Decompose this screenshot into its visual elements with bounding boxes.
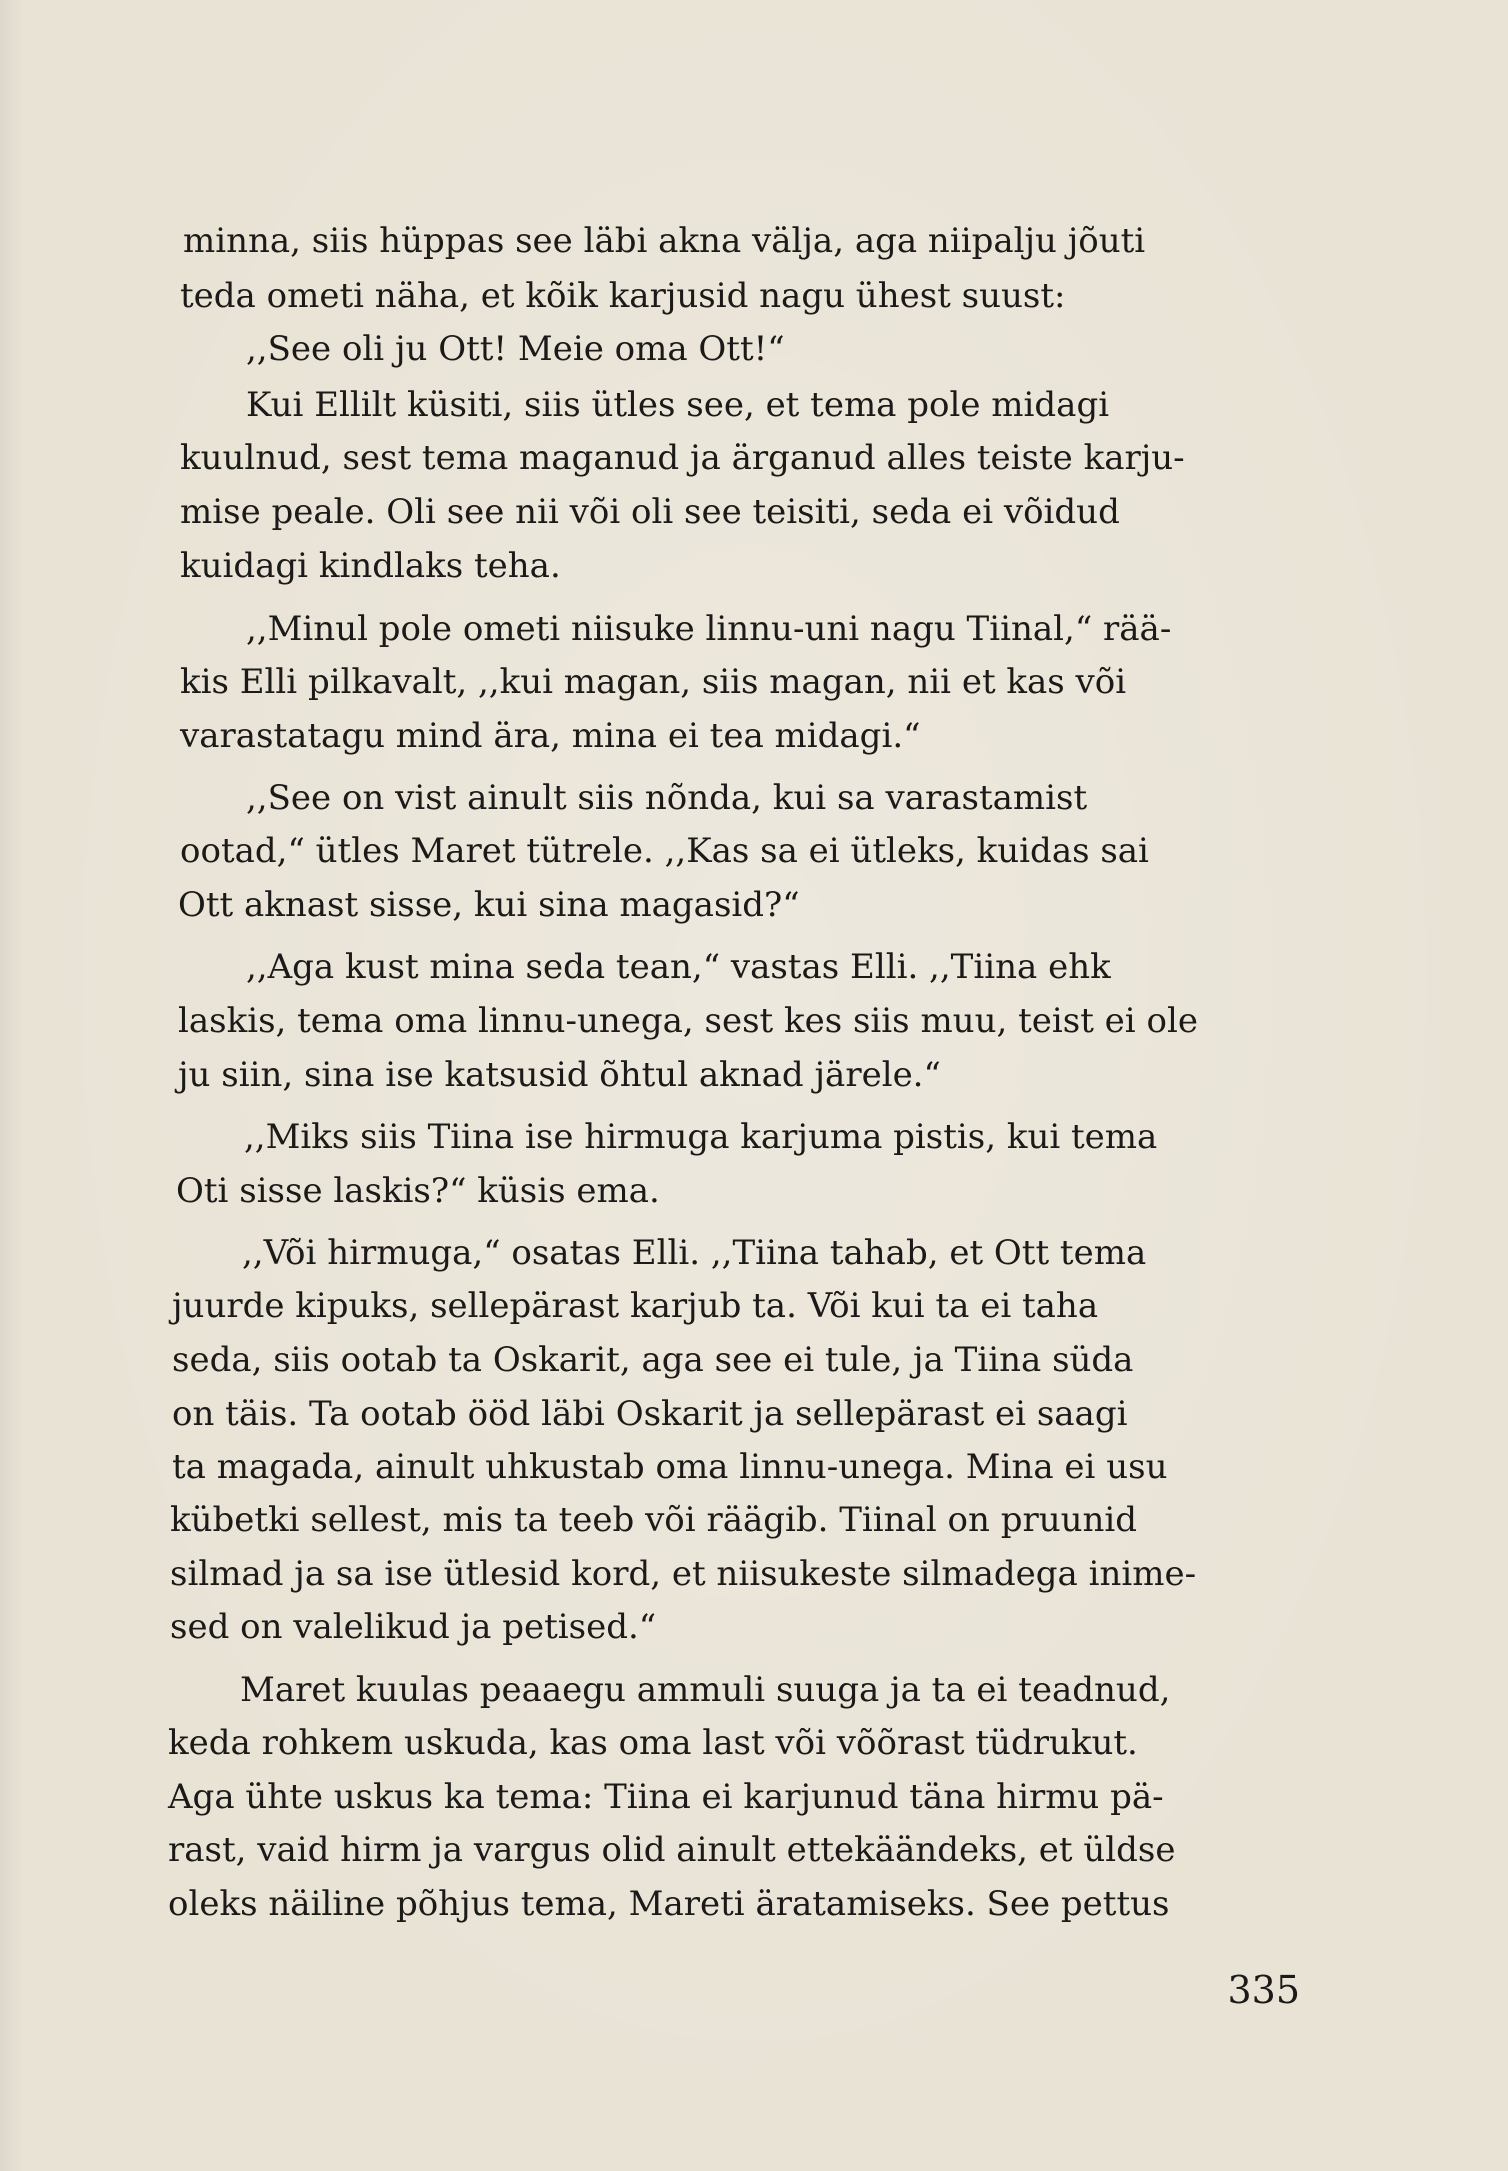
text-line-content: teda ometi näha, et kõik karjusid nagu ühest suust: [180, 276, 1066, 316]
text-line [0, 269, 1508, 323]
text-line [0, 655, 1508, 709]
text-line [0, 771, 1508, 825]
text-line [0, 824, 1508, 878]
text-line-content: ,,See on vist ainult siis nõnda, kui sa varastamist [246, 778, 1088, 818]
text-line-content: ju siin, sina ise katsusid õhtul aknad järele.“ [178, 1055, 941, 1095]
text-line-content: laskis, tema oma linnu-unega, sest kes siis muu, teist ei ole [178, 1001, 1198, 1041]
text-line [0, 378, 1508, 432]
text-line [0, 485, 1508, 539]
text-line-content: ta magada, ainult uhkustab oma linnu-unega. Mina ei usu [172, 1447, 1168, 1487]
text-line-content: ,,Minul pole ometi niisuke linnu-uni nagu Tiinal,“ rää- [246, 609, 1172, 649]
text-line [0, 994, 1508, 1048]
text-line-content: on täis. Ta ootab ööd läbi Oskarit ja sellepärast ei saagi [172, 1394, 1128, 1434]
text-line [0, 1547, 1508, 1601]
text-line [0, 1440, 1508, 1494]
text-line [0, 1716, 1508, 1770]
page-number: 335 [1227, 1968, 1300, 2012]
text-line-content: ootad,“ ütles Maret tütrele. ,,Kas sa ei ütleks, kuidas sai [180, 831, 1149, 871]
text-line [0, 709, 1508, 763]
text-line-content: minna, siis hüppas see läbi akna välja, aga niipalju jõuti [183, 221, 1146, 261]
text-line [0, 1877, 1508, 1931]
text-line [0, 1770, 1508, 1824]
text-line-content: seda, siis ootab ta Oskarit, aga see ei tule, ja Tiina süda [172, 1340, 1134, 1380]
text-line [0, 1226, 1508, 1280]
text-line-content: Kui Ellilt küsiti, siis ütles see, et tema pole midagi [246, 385, 1110, 425]
text-line-content: Aga ühte uskus ka tema: Tiina ei karjunud täna hirmu pä- [168, 1777, 1164, 1817]
text-line [0, 1387, 1508, 1441]
text-line [0, 1493, 1508, 1547]
text-line-content: kübetki sellest, mis ta teeb või räägib. Tiinal on pruunid [170, 1500, 1138, 1540]
text-line [0, 1048, 1508, 1102]
text-line-content: ,,See oli ju Ott! Meie oma Ott!“ [246, 329, 785, 369]
text-line [0, 878, 1508, 932]
text-line-content: kuulnud, sest tema maganud ja ärganud alles teiste karju- [180, 438, 1185, 478]
text-line [0, 214, 1508, 268]
text-line [0, 539, 1508, 593]
text-line [0, 602, 1508, 656]
text-line-content: Ott aknast sisse, kui sina magasid?“ [178, 885, 800, 925]
text-line-content: varastatagu mind ära, mina ei tea midagi.“ [180, 716, 921, 756]
text-line-content: ,,Või hirmuga,“ osatas Elli. ,,Tiina tahab, et Ott tema [242, 1233, 1147, 1273]
text-line-content: rast, vaid hirm ja vargus olid ainult ettekäändeks, et üldse [168, 1830, 1176, 1870]
text-line-content: mise peale. Oli see nii või oli see teisiti, seda ei võidud [180, 492, 1120, 532]
text-line-content: ,,Miks siis Tiina ise hirmuga karjuma pistis, kui tema [244, 1117, 1158, 1157]
text-line-content: kis Elli pilkavalt, ,,kui magan, siis magan, nii et kas või [180, 662, 1127, 702]
text-line [0, 322, 1508, 376]
text-line [0, 1663, 1508, 1717]
text-line-content: keda rohkem uskuda, kas oma last või võõrast tüdrukut. [168, 1723, 1138, 1763]
text-line-content: silmad ja sa ise ütlesid kord, et niisukeste silmadega inime- [170, 1554, 1197, 1594]
text-line [0, 1164, 1508, 1218]
text-line [0, 1823, 1508, 1877]
text-line-content: juurde kipuks, sellepärast karjub ta. Või kui ta ei taha [172, 1286, 1099, 1326]
text-line [0, 1110, 1508, 1164]
text-line-content: Oti sisse laskis?“ küsis ema. [176, 1171, 660, 1211]
text-line [0, 1600, 1508, 1654]
text-line [0, 431, 1508, 485]
text-line-content: oleks näiline põhjus tema, Mareti äratamiseks. See pettus [168, 1884, 1170, 1924]
text-line [0, 1279, 1508, 1333]
text-line [0, 940, 1508, 994]
text-line [0, 1333, 1508, 1387]
text-line-content: ,,Aga kust mina seda tean,“ vastas Elli. ,,Tiina ehk [246, 947, 1111, 987]
text-line-content: sed on valelikud ja petised.“ [170, 1607, 657, 1647]
text-line-content: kuidagi kindlaks teha. [180, 546, 561, 586]
text-line-content: Maret kuulas peaaegu ammuli suuga ja ta ei teadnud, [240, 1670, 1171, 1710]
